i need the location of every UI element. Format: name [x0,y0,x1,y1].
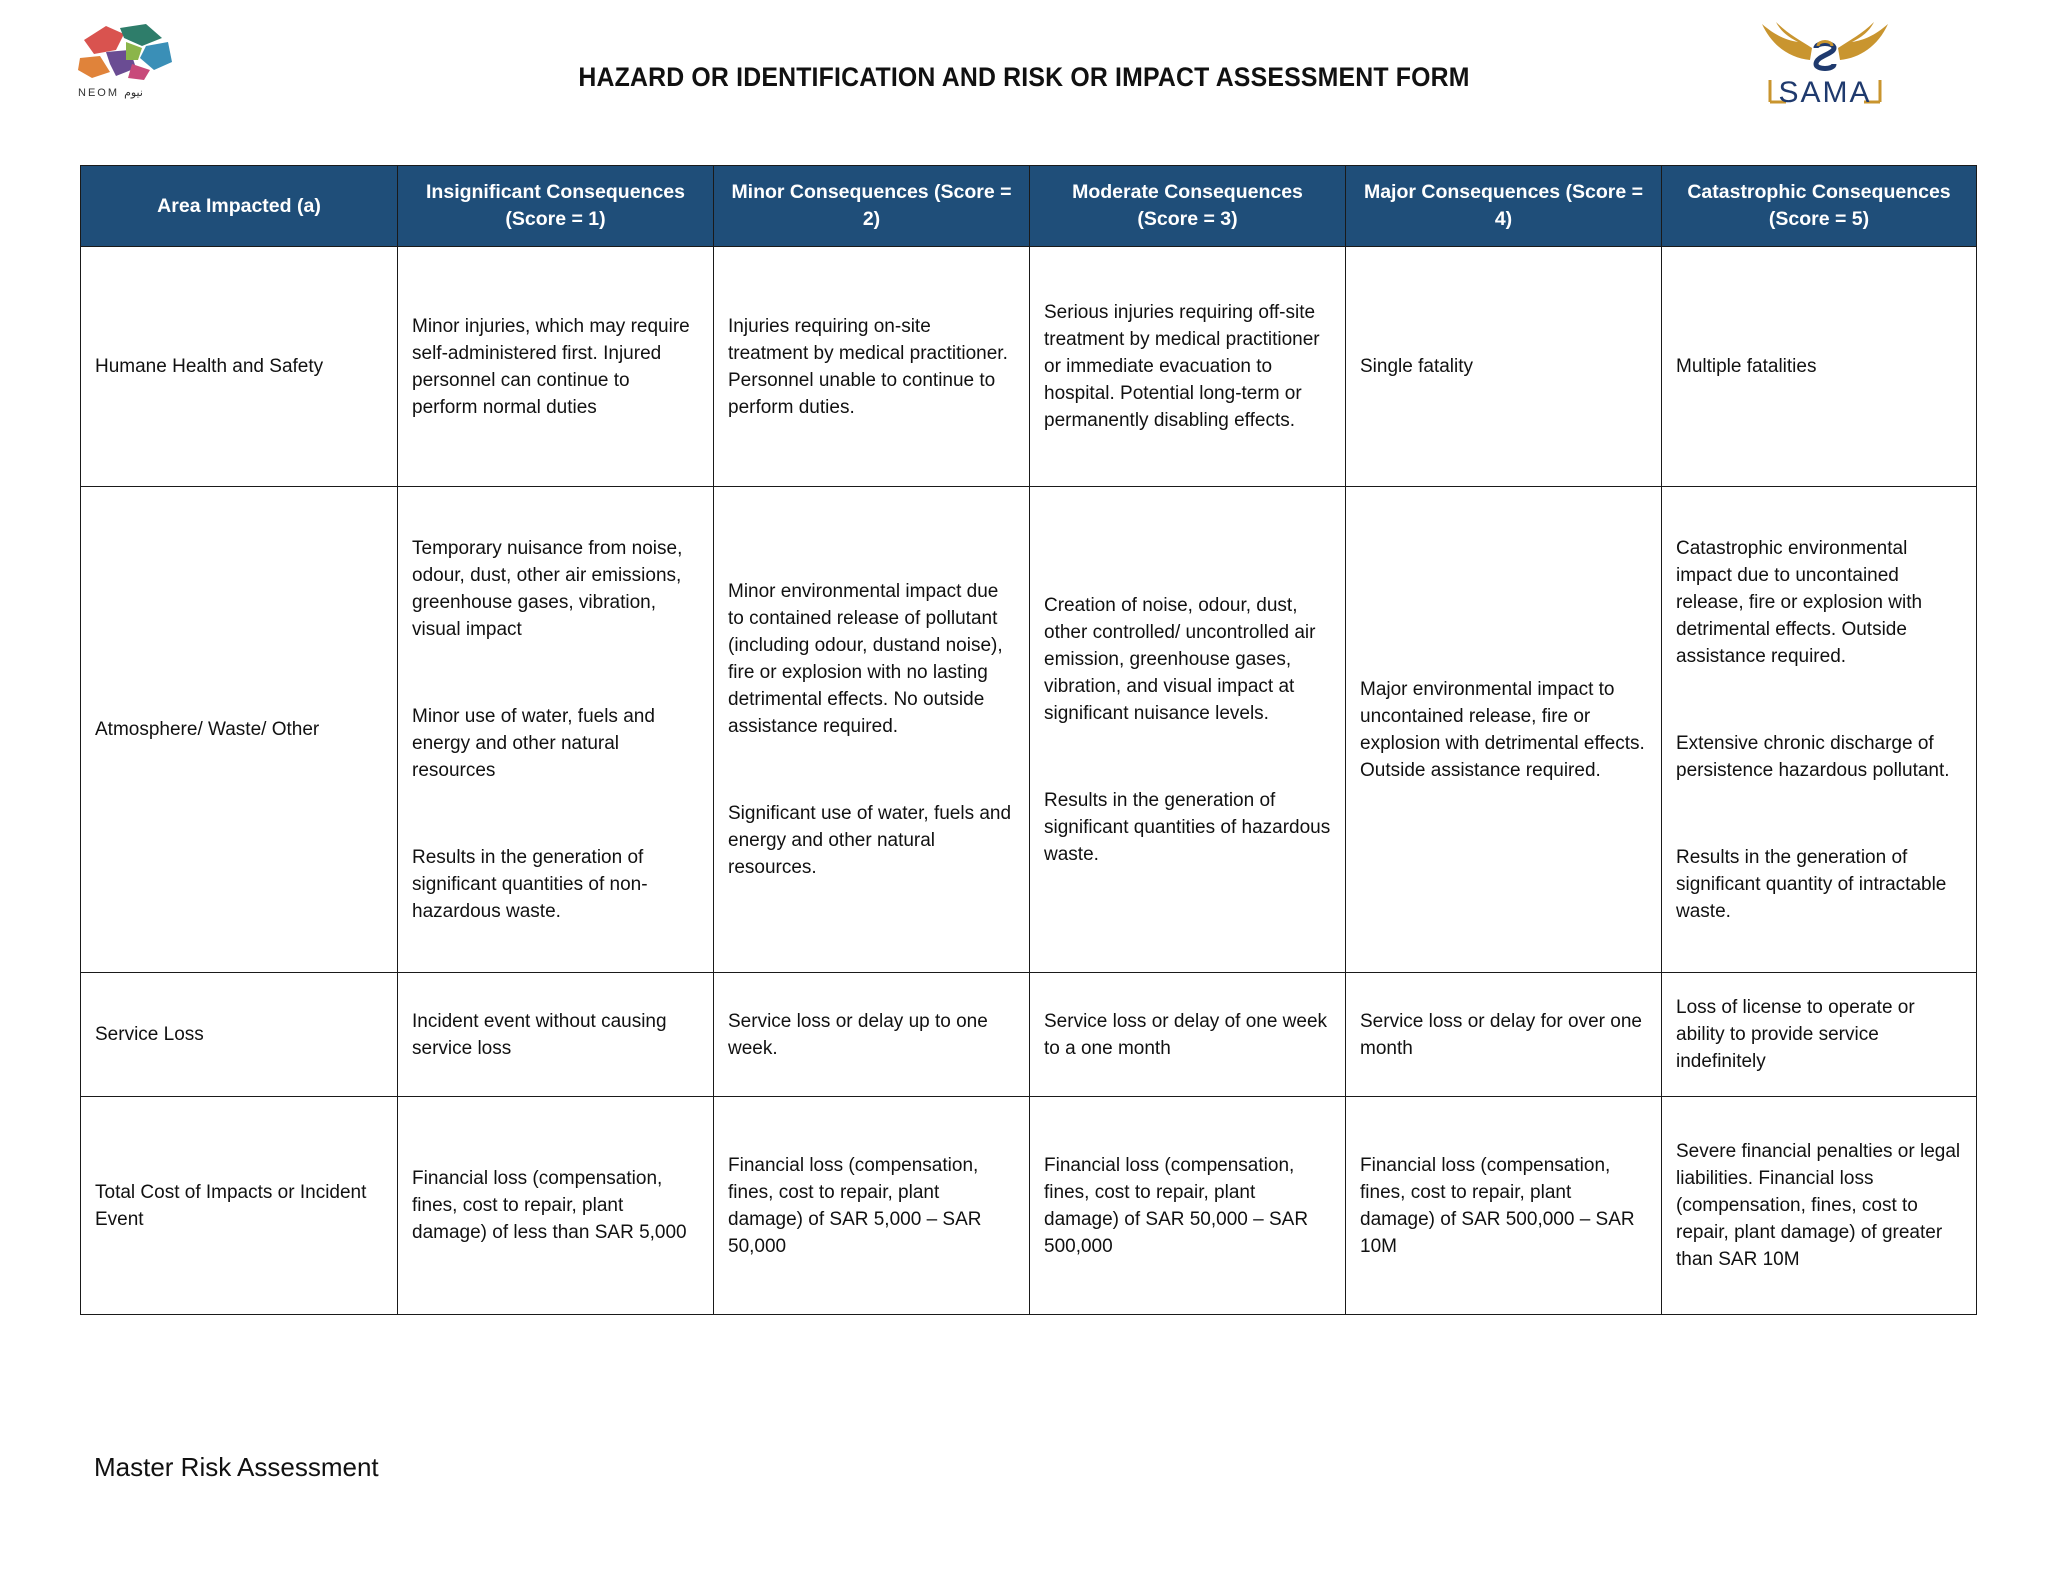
table-header-row [81,166,1977,247]
cell-text: Minor environmental impact due to contained release of pollutant (including odour, dustand noise), fire or explosion with no lasting detrimental effects. No outside assistance required. [728,581,1003,737]
col-header-moderate: Moderate Consequences (Score = 3) [1030,166,1346,247]
area-cell: Atmosphere/ Waste/ Other [81,487,398,973]
col-header-catastrophic: Catastrophic Consequences (Score = 5) [1662,166,1977,247]
cell-text: Significant use of water, fuels and energy and other natural resources. [728,803,1012,878]
cell-text: Catastrophic environmental impact due to uncontained release, fire or explosion with detrimental effects. Outside assistance required. [1676,537,1923,667]
table-cell [398,487,714,973]
area-cell: Service Loss [81,973,398,1097]
col-header-minor: Minor Consequences (Score = 2) [714,166,1030,247]
cell-text: Financial loss (compensation, fines, cost to repair, plant damage) of SAR 5,000 – SAR 50,000 [728,1154,982,1257]
col-header-insignificant: Insignificant Consequences (Score = 1) [398,166,714,247]
neom-wordmark: NEOM نيوم [78,87,143,99]
table-cell [714,1097,1030,1315]
risk-matrix-table [80,165,1977,1315]
cell-text: Results in the generation of significant quantities of hazardous waste. [1044,789,1331,865]
table-cell [1662,973,1977,1097]
cell-text: Minor use of water, fuels and energy and other natural resources [412,705,655,781]
cell-text: Multiple fatalities [1676,356,1817,377]
cell-text: Injuries requiring on-site treatment by medical practitioner. Personnel unable to continue to perform duties. [728,315,1008,418]
table-cell [398,247,714,487]
table-row [81,973,1977,1097]
table-cell [1346,247,1662,487]
cell-text: Results in the generation of significant quantities of non-hazardous waste. [412,846,648,922]
cell-text: Extensive chronic discharge of persistence hazardous pollutant. [1676,732,1950,781]
table-cell [1346,973,1662,1097]
area-cell: Total Cost of Impacts or Incident Event [81,1097,398,1315]
cell-text: Financial loss (compensation, fines, cost to repair, plant damage) of SAR 500,000 – SAR 10M [1360,1154,1635,1257]
footer-document-name: Master Risk Assessment [94,1452,379,1482]
cell-text: Severe financial penalties or legal liabilities. Financial loss (compensation, fines, cost to repair, plant damage) of greater than SAR 10M [1676,1141,1961,1270]
cell-text: Incident event without causing service loss [412,1010,667,1059]
page-title: HAZARD OR IDENTIFICATION AND RISK OR IMPACT ASSESSMENT FORM [578,62,1470,92]
cell-text: Minor injuries, which may require self-administered first. Injured personnel can continue to perform normal duties [412,315,690,418]
table-cell [1030,247,1346,487]
cell-text: Temporary nuisance from noise, odour, dust, other air emissions, greenhouse gases, vibration, visual impact [412,537,683,640]
cell-text: Financial loss (compensation, fines, cost to repair, plant damage) of less than SAR 5,000 [412,1168,687,1243]
col-header-major: Major Consequences (Score = 4) [1346,166,1662,247]
table-row [81,247,1977,487]
cell-text: Creation of noise, odour, dust, other controlled/ uncontrolled air emission, greenhouse gases, vibration, and visual impact at significant nuisance levels. [1044,594,1316,724]
table-cell [1030,1097,1346,1315]
table-cell [1346,1097,1662,1315]
table-cell [714,247,1030,487]
table-cell [1030,973,1346,1097]
sama-wordmark: SAMA [1778,76,1872,109]
table-cell [714,487,1030,973]
cell-text: Service loss or delay for over one month [1360,1010,1642,1059]
cell-text: Loss of license to operate or ability to provide service indefinitely [1676,997,1915,1072]
cell-text: Single fatality [1360,356,1474,377]
table-cell [1030,487,1346,973]
table-cell [1662,487,1977,973]
table-cell [398,973,714,1097]
cell-text: Serious injuries requiring off-site treatment by medical practitioner or immediate evacuation to hospital. Potential long-term or permanently disabling effects. [1044,302,1320,431]
table-cell [1662,1097,1977,1315]
col-header-area: Area Impacted (a) [81,166,398,247]
cell-text: Major environmental impact to uncontained release, fire or explosion with detrimental effects. Outside assistance required. [1360,678,1645,781]
sama-logo [1750,18,1900,110]
table-row [81,487,1977,973]
area-cell: Humane Health and Safety [81,247,398,487]
table-cell [714,973,1030,1097]
sama-winged-logo-icon [1750,18,1900,110]
table-row [81,1097,1977,1315]
cell-text: Service loss or delay of one week to a one month [1044,1010,1328,1059]
table-cell [1662,247,1977,487]
table-cell [1346,487,1662,973]
table-cell [398,1097,714,1315]
cell-text: Service loss or delay up to one week. [728,1010,988,1059]
cell-text: Results in the generation of significant quantity of intractable waste. [1676,846,1947,922]
cell-text: Financial loss (compensation, fines, cost to repair, plant damage) of SAR 50,000 – SAR 500,000 [1044,1154,1309,1257]
